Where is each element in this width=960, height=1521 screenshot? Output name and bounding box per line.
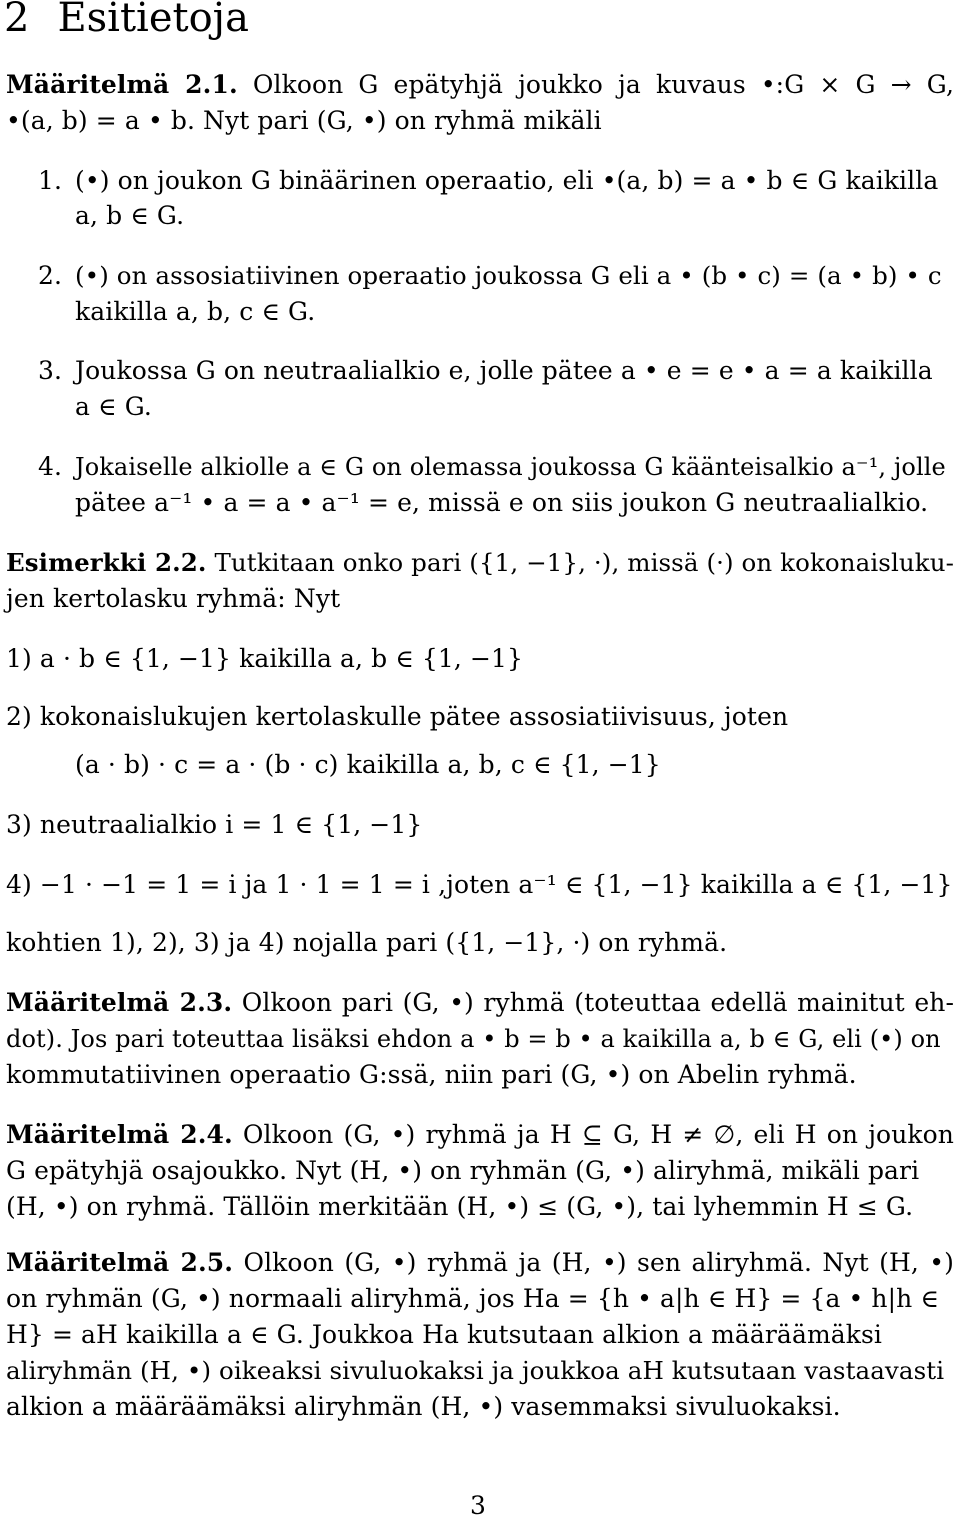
definition-2-3-line-2: dot). Jos pari toteuttaa lisäksi ehdon a • b = b • a kaikilla a, b ∈ G, eli (•) on (6, 1025, 941, 1053)
definition-2-3-line-3: kommutatiivinen operaatio G:ssä, niin pari (G, •) on Abelin ryhmä. (6, 1060, 857, 1089)
list-item-3-line-1: Joukossa G on neutraalialkio e, jolle pätee a • e = e • a = a kaikilla (75, 356, 933, 385)
chapter-number: 2 (4, 0, 30, 41)
example-step-1: 1) a · b ∈ {1, −1} kaikilla a, b ∈ {1, −1} (6, 644, 524, 673)
definition-2-3-line-1 (6, 986, 954, 1020)
example-2-2-label: Esimerkki 2.2. (6, 548, 207, 577)
list-item-4-line-2: pätee a⁻¹ • a = a • a⁻¹ = e, missä e on siis joukon G neutraalialkio. (75, 488, 929, 517)
definition-2-4-label: Määritelmä 2.4. (6, 1120, 233, 1149)
list-item-number: 3. (38, 356, 63, 385)
definition-2-3-label: Määritelmä 2.3. (6, 988, 233, 1017)
definition-2-4-line-2: G epätyhjä osajoukko. Nyt (H, •) on ryhmän (G, •) aliryhmä, mikäli pari (6, 1156, 920, 1185)
example-step-4: 4) −1 · −1 = 1 = i ja 1 · 1 = 1 = i ,joten a⁻¹ ∈ {1, −1} kaikilla a ∈ {1, −1} (6, 870, 953, 899)
definition-2-1-intro-1: Olkoon G epätyhjä joukko ja kuvaus •:G × G → G, (252, 70, 955, 99)
definition-2-4-text-1: Olkoon (G, •) ryhmä ja H ⊆ G, H ≠ ∅, eli H on joukon (242, 1120, 954, 1149)
definition-2-5-label: Määritelmä 2.5. (6, 1248, 234, 1277)
definition-2-5-line-4: aliryhmän (H, •) oikeaksi sivuluokaksi ja joukkoa aH kutsutaan vastaavasti (6, 1356, 945, 1385)
example-step-2-formula: (a · b) · c = a · (b · c) kaikilla a, b, c ∈ {1, −1} (75, 750, 661, 779)
definition-2-4-line-1 (6, 1118, 954, 1152)
definition-2-1-label: Määritelmä 2.1. (6, 70, 238, 99)
list-item-1-line-2: a, b ∈ G. (75, 201, 185, 230)
example-2-2-intro-1: Tutkitaan onko pari ({1, −1}, ·), missä (·) on kokonaisluku- (214, 548, 954, 577)
definition-2-1-intro-2: •(a, b) = a • b. Nyt pari (G, •) on ryhmä mikäli (6, 106, 602, 135)
definition-2-5-line-3: H} = aH kaikilla a ∈ G. Joukkoa Ha kutsutaan alkion a määräämäksi (6, 1320, 883, 1349)
example-step-3: 3) neutraalialkio i = 1 ∈ {1, −1} (6, 810, 423, 839)
example-conclusion: kohtien 1), 2), 3) ja 4) nojalla pari ({1, −1}, ·) on ryhmä. (6, 928, 728, 957)
page-number: 3 (470, 1491, 486, 1520)
list-item-2-line-1: (•) on assosiatiivinen operaatio joukossa G eli a • (b • c) = (a • b) • c (75, 261, 942, 290)
definition-2-3-text-1: Olkoon pari (G, •) ryhmä (toteuttaa edellä mainitut eh- (241, 988, 955, 1017)
example-step-2: 2) kokonaislukujen kertolaskulle pätee assosiatiivisuus, joten (6, 702, 789, 731)
example-2-2-intro-2: jen kertolasku ryhmä: Nyt (6, 584, 341, 613)
list-item-number: 4. (38, 452, 63, 481)
list-item-number: 2. (38, 261, 63, 290)
chapter-title: Esitietoja (57, 0, 249, 41)
definition-2-5-line-2: on ryhmän (G, •) normaali aliryhmä, jos Ha = {h • a|h ∈ H} = {a • h|h ∈ (6, 1284, 940, 1313)
definition-2-5-text-1: Olkoon (G, •) ryhmä ja (H, •) sen aliryhmä. Nyt (H, •) (243, 1248, 954, 1277)
list-item-3-line-2: a ∈ G. (75, 392, 152, 421)
list-item-number: 1. (38, 166, 63, 195)
definition-2-5-line-1 (6, 1246, 954, 1280)
definition-2-4-line-3: (H, •) on ryhmä. Tällöin merkitään (H, •) ≤ (G, •), tai lyhemmin H ≤ G. (6, 1192, 914, 1221)
definition-2-5-line-5: alkion a määräämäksi aliryhmän (H, •) vasemmaksi sivuluokaksi. (6, 1392, 841, 1421)
chapter-heading (4, 0, 249, 40)
definition-2-1-line-1 (6, 68, 954, 102)
list-item-2-line-2: kaikilla a, b, c ∈ G. (75, 297, 316, 326)
list-item-1-line-1: (•) on joukon G binäärinen operaatio, eli •(a, b) = a • b ∈ G kaikilla (75, 166, 939, 195)
example-2-2-line-1 (6, 546, 954, 580)
list-item-4-line-1: Jokaiselle alkiolle a ∈ G on olemassa joukossa G käänteisalkio a⁻¹, jolle (75, 453, 946, 481)
